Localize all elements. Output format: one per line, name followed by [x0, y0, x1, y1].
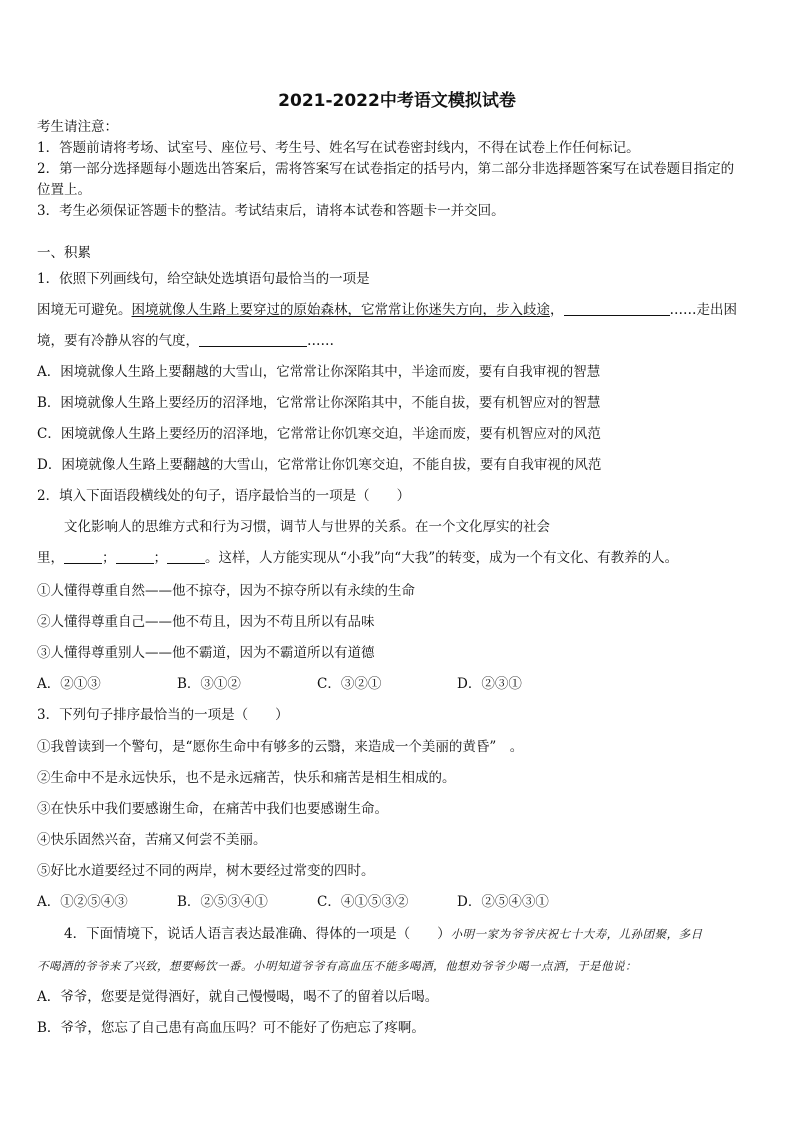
q3-option-b[interactable]: B．②⑤③④① — [177, 894, 268, 910]
q3-options — [37, 893, 597, 911]
q3-option-a[interactable]: A．①②⑤④③ — [37, 894, 128, 910]
q3-item-5: ⑤好比水道要经过不同的两岸，树木要经过常变的四时。 — [37, 863, 375, 879]
section-heading: 一、积累 — [37, 245, 91, 261]
q3-item-3: ③在快乐中我们要感谢生命，在痛苦中我们也要感谢生命。 — [37, 801, 388, 817]
notice-item-3: 3．考生必须保证答题卡的整洁。考试结束后，请将本试卷和答题卡一并交回。 — [37, 203, 505, 219]
q1-option-b[interactable]: B．困境就像人生路上要经历的沼泽地，它常常让你深陷其中，不能自拔，要有机智应对的智慧 — [37, 395, 601, 411]
q4-option-b[interactable]: B．爷爷，您忘了自己患有高血压吗？可不能好了伤疤忘了疼啊。 — [37, 1020, 425, 1036]
q2-item-2: ②人懂得尊重自己——他不苟且，因为不苟且所以有品味 — [37, 614, 375, 630]
q1-text-e: …… — [307, 333, 334, 349]
q2-text-a: 里， — [37, 550, 64, 566]
q2-item-3: ③人懂得尊重别人——他不霸道，因为不霸道所以有道德 — [37, 645, 375, 661]
q1-option-d[interactable]: D．困境就像人生路上要翻越的大雪山，它常常让你饥寒交迫，不能自拔，要有自我审视的风范 — [37, 457, 602, 473]
q3-option-d[interactable]: D．②⑤④③① — [457, 894, 549, 910]
q2-blank-2 — [116, 549, 154, 564]
q3-item-1: ①我曾读到一个警句，是“愿你生命中有够多的云翳，来造成一个美丽的黄昏” 。 — [37, 739, 524, 755]
q2-blank-3 — [167, 549, 205, 564]
q2-option-a[interactable]: A．②①③ — [37, 676, 101, 692]
q2-passage-line1: 文化影响人的思维方式和行为习惯，调节人与世界的关系。在一个文化厚实的社会 — [64, 519, 550, 535]
notice-item-1: 1．答题前请将考场、试室号、座位号、考生号、姓名写在试卷密封线内，不得在试卷上作任何标记。 — [37, 140, 640, 156]
q3-item-4: ④快乐固然兴奋，苦痛又何尝不美丽。 — [37, 832, 267, 848]
q4-stem-line — [64, 925, 703, 943]
q1-option-c[interactable]: C．困境就像人生路上要经历的沼泽地，它常常让你饥寒交迫，半途而废，要有机智应对的风范 — [37, 426, 601, 442]
notice-item-2-cont: 位置上。 — [37, 182, 91, 198]
q3-item-2: ②生命中不是永远快乐，也不是永远痛苦，快乐和痛苦是相生相成的。 — [37, 770, 456, 786]
q2-option-c[interactable]: C．③②① — [317, 676, 382, 692]
q1-passage-line1 — [37, 301, 737, 319]
q1-text-d: 境，要有冷静从容的气度， — [37, 333, 199, 349]
q4-context-1: 小明一家为爷爷庆祝七十大寿，儿孙团聚，多日 — [450, 927, 703, 941]
q2-option-d[interactable]: D．②③① — [457, 676, 522, 692]
q3-stem: 3．下列句子排序最恰当的一项是（ ） — [37, 707, 289, 723]
q1-passage-line2 — [37, 332, 334, 350]
q1-text-a: 困境无可避免。 — [37, 302, 132, 318]
notice-heading: 考生请注意： — [37, 119, 118, 135]
q1-option-a[interactable]: A．困境就像人生路上要翻越的大雪山，它常常让你深陷其中，半途而废，要有自我审视的智慧 — [37, 364, 601, 380]
q2-sep-1: ； — [102, 550, 116, 566]
q1-text-c: ……走出困 — [669, 302, 737, 318]
q2-passage-line2 — [37, 549, 678, 567]
notice-item-2: 2．第一部分选择题每小题选出答案后，需将答案写在试卷指定的括号内，第二部分非选择题答案写在试卷题目指定的 — [37, 161, 735, 177]
q1-stem: 1．依照下列画线句，给空缺处选填语句最恰当的一项是 — [37, 271, 370, 287]
q3-option-c[interactable]: C．④①⑤③② — [317, 894, 409, 910]
q1-underlined-sentence: 困境就像人生路上要穿过的原始森林，它常常让你迷失方向，步入歧途 — [131, 302, 550, 318]
q1-text-b: ， — [550, 302, 564, 318]
q2-stem: 2．填入下面语段横线处的句子，语序最恰当的一项是（ ） — [37, 488, 411, 504]
q2-blank-1 — [64, 549, 102, 564]
q4-option-a[interactable]: A．爷爷，您要是觉得酒好，就自己慢慢喝，喝不了的留着以后喝。 — [37, 989, 439, 1005]
q1-blank-2 — [199, 332, 307, 347]
q4-context-2: 不喝酒的爷爷来了兴致，想要畅饮一番。小明知道爷爷有高血压不能多喝酒，他想劝爷爷少喝一点酒，于是他说： — [37, 959, 637, 973]
q2-sep-2: ； — [153, 550, 167, 566]
q1-blank-1 — [564, 301, 670, 316]
q4-stem: 4．下面情境下，说话人语言表达最准确、得体的一项是（ ） — [64, 926, 451, 942]
q2-text-b: 。这样，人方能实现从“小我”向“大我”的转变，成为一个有文化、有教养的人。 — [205, 550, 679, 566]
q2-item-1: ①人懂得尊重自然——他不掠夺，因为不掠夺所以有永续的生命 — [37, 583, 415, 599]
q2-options — [37, 675, 597, 693]
page-title: 2021-2022中考语文模拟试卷 — [278, 91, 516, 111]
q2-option-b[interactable]: B．③①② — [177, 676, 241, 692]
